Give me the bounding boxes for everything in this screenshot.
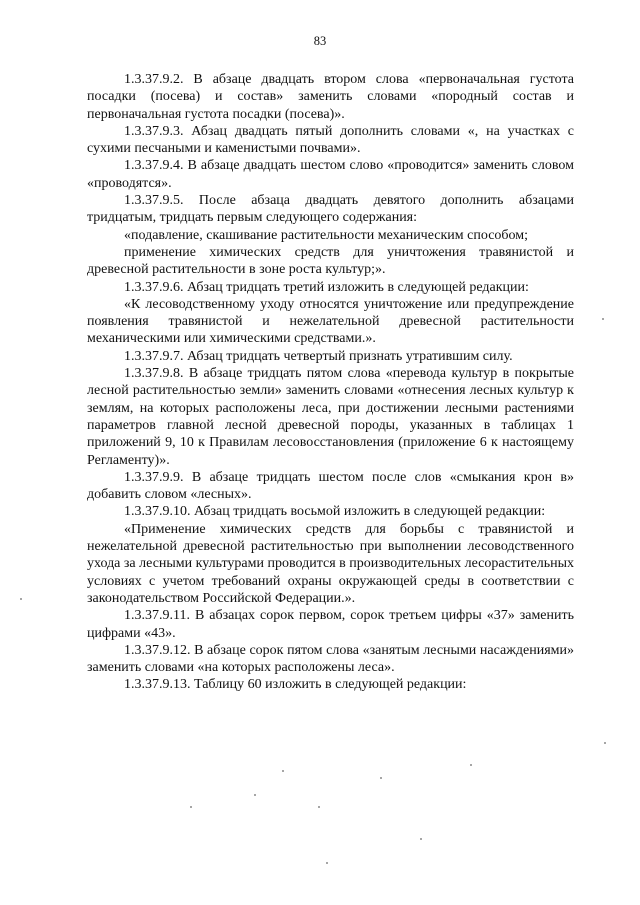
scan-speck [318, 806, 320, 808]
quoted-paragraph-4: «Применение химических средств для борьбы с травянистой и нежелательной древесной растительностью при выполнении лесоводственного ухода за лесными культурами проводится в производительных лесорастительных условиях с учетом требований охраны окружающей среды в соответствии с законодательством Российской Федерации.». [87, 521, 574, 606]
paragraph-1-3-37-9-8: 1.3.37.9.8. В абзаце тридцать пятом слова «перевода культур в покрытые лесной растительностью земли» заменить словами «отнесения лесных культур к землям, на которых расположены леса, при достижении лесными растениями параметров главной лесной древесной породы, указанных в таблицах 1 приложений 9, 10 к Правилам лесовосстановления (приложение 6 к настоящему Регламенту)». [87, 366, 574, 468]
document-body [87, 71, 574, 694]
scan-speck [282, 770, 284, 772]
quoted-paragraph-2: применение химических средств для уничтожения травянистой и древесной растительности в зоне роста культур;». [87, 244, 574, 278]
scan-speck [420, 838, 422, 840]
paragraph-1-3-37-9-13: 1.3.37.9.13. Таблицу 60 изложить в следующей редакции: [124, 677, 467, 693]
scan-speck [20, 598, 22, 600]
scan-speck [380, 777, 382, 779]
scan-speck [190, 806, 192, 808]
paragraph-1-3-37-9-4: 1.3.37.9.4. В абзаце двадцать шестом слово «проводится» заменить словом «проводятся». [87, 158, 574, 191]
paragraph-1-3-37-9-6: 1.3.37.9.6. Абзац тридцать третий изложить в следующей редакции: [124, 279, 529, 295]
paragraph-1-3-37-9-3: 1.3.37.9.3. Абзац двадцать пятый дополнить словами «, на участках с сухими песчаными и каменистыми почвами». [87, 123, 574, 157]
paragraph-1-3-37-9-12: 1.3.37.9.12. В абзаце сорок пятом слова «занятым лесными насаждениями» заменить словами «на которых расположены леса». [87, 642, 574, 676]
paragraph-1-3-37-9-9: 1.3.37.9.9. В абзаце тридцать шестом после слов «смыкания крон в» добавить словом «лесных». [87, 469, 574, 503]
paragraph-1-3-37-9-10: 1.3.37.9.10. Абзац тридцать восьмой изложить в следующей редакции: [124, 504, 546, 520]
scan-speck [602, 318, 604, 320]
scan-speck [254, 794, 256, 796]
paragraph-1-3-37-9-2: 1.3.37.9.2. В абзаце двадцать втором слова «первоначальная густота посадки (посева) и состав» заменить словами «породный состав и первоначальная густота посадки (посева)». [87, 72, 574, 122]
quoted-paragraph-1: «подавление, скашивание растительности механическим способом; [124, 227, 529, 243]
page-number: 83 [313, 34, 327, 48]
scan-speck [326, 862, 328, 864]
quoted-paragraph-3: «К лесоводственному уходу относятся уничтожение или предупреждение появления травянистой и нежелательной древесной растительности механическими или химическими средствами.». [87, 296, 574, 347]
scan-speck [604, 742, 606, 744]
paragraph-1-3-37-9-7: 1.3.37.9.7. Абзац тридцать четвертый признать утратившим силу. [124, 348, 513, 364]
paragraph-1-3-37-9-5: 1.3.37.9.5. После абзаца двадцать девятого дополнить абзацами тридцатым, тридцать первым следующего содержания: [87, 193, 574, 226]
scan-speck [470, 764, 472, 766]
paragraph-1-3-37-9-11: 1.3.37.9.11. В абзацах сорок первом, сорок третьем цифры «37» заменить цифрами «43». [87, 608, 574, 641]
